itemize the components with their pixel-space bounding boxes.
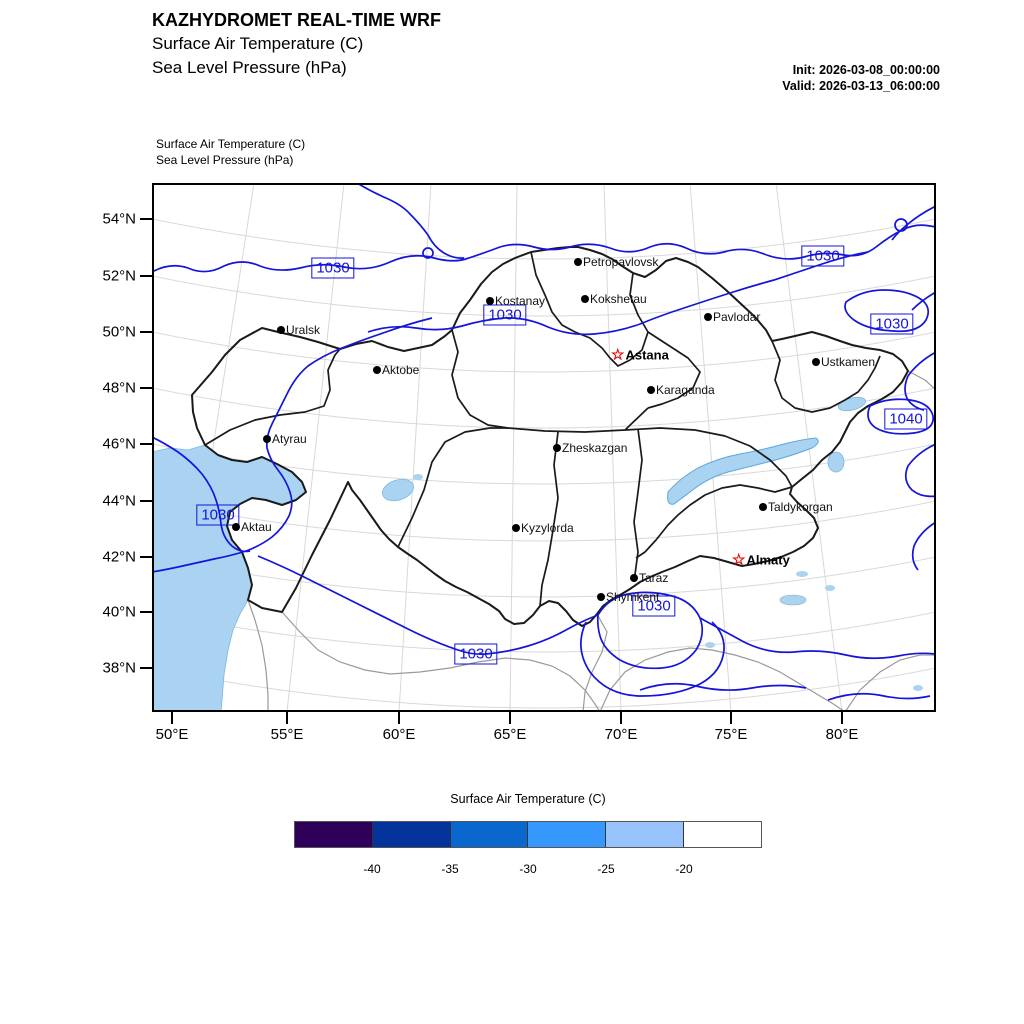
city-shymkent [597,590,659,604]
city-taldykorgan [759,500,833,514]
lat-label: 40°N [102,603,136,621]
city-marker-dot [647,386,655,394]
colorbar-cell [373,822,451,847]
lake-alakol [828,452,844,472]
city-kostanay [486,294,545,308]
city-kokshetau [581,292,647,306]
small-lake [705,642,715,648]
lon-tick [730,712,732,724]
valid-time: Valid: 2026-03-13_06:00:00 [782,79,940,93]
pressure-contour-label: 1030 [454,644,497,665]
city-marker-dot [704,313,712,321]
colorbar [294,821,762,848]
city-marker-dot [581,295,589,303]
lat-tick [140,331,152,333]
lon-label: 50°E [155,726,189,743]
colorbar-tick-label: -35 [441,862,459,876]
init-time: Init: 2026-03-08_00:00:00 [792,63,940,77]
colorbar-cell [451,822,529,847]
snow-patch [825,585,835,591]
city-pavlodar [704,310,760,324]
city-astana [611,348,669,363]
city-marker-dot [232,523,240,531]
city-label: Karaganda [656,383,715,397]
city-marker-dot [553,444,561,452]
lon-tick [509,712,511,724]
lon-tick [286,712,288,724]
product-title: KAZHYDROMET REAL-TIME WRF [152,10,441,30]
map-caption-line2: Sea Level Pressure (hPa) [156,153,294,167]
lon-label: 75°E [714,726,748,743]
colorbar-tick-label: -20 [675,862,693,876]
pressure-contour-label: 1030 [632,596,675,617]
lat-tick [140,443,152,445]
city-label: Atyrau [272,432,307,446]
star-icon: ☆ [732,551,746,568]
pressure-contour-label: 1030 [311,258,354,279]
lat-tick [140,218,152,220]
city-ustkamen [812,355,875,369]
city-marker-dot [373,366,381,374]
city-marker-dot [486,297,494,305]
city-label: Ustkamen [821,355,876,369]
pressure-contour-label: 1030 [870,314,913,335]
pressure-contour-label: 1030 [196,505,239,526]
city-marker-dot [574,258,582,266]
city-label: Shymkent [606,590,660,604]
city-marker-dot [277,326,285,334]
header-title-block [152,8,441,80]
pressure-contour-label: 1030 [483,305,526,326]
city-label: Taldykorgan [768,500,833,514]
city-label: Pavlodar [713,310,761,324]
city-label: Kostanay [495,294,546,308]
lon-tick [171,712,173,724]
pressure-contour-label: 1040 [884,409,927,430]
lon-label: 80°E [825,726,859,743]
city-label: Kyzylorda [521,521,574,535]
city-label: Zheskazgan [562,441,628,455]
city-almaty [732,553,790,568]
colorbar-tick-label: -25 [597,862,615,876]
lake-issykkul [780,595,806,605]
map-caption-line1: Surface Air Temperature (C) [156,137,306,151]
field-title-pressure: Sea Level Pressure (hPa) [152,58,347,77]
lat-label: 38°N [102,659,136,677]
city-uralsk [277,323,320,337]
lat-tick [140,275,152,277]
colorbar-cell [606,822,684,847]
city-petropavlovsk [574,255,658,269]
city-aktau [232,520,272,534]
city-label: Kokshetau [590,292,647,306]
city-label: Aktobe [382,363,420,377]
colorbar-tick-label: -30 [519,862,537,876]
lat-label: 48°N [102,379,136,397]
city-label: Taraz [639,571,669,585]
lon-tick [398,712,400,724]
city-marker-dot [597,593,605,601]
lake-balkhash [668,438,819,504]
city-label: Petropavlovsk [583,255,659,269]
city-aktobe [373,363,419,377]
city-label: Almaty [746,552,790,568]
city-karaganda [647,383,715,397]
colorbar-cell [684,822,761,847]
city-marker-dot [812,358,820,366]
lon-label: 65°E [493,726,527,743]
lat-label: 50°N [102,323,136,341]
run-times [782,62,940,94]
colorbar-cell [295,822,373,847]
field-title-temperature: Surface Air Temperature (C) [152,34,364,53]
lat-label: 46°N [102,435,136,453]
city-marker-dot [512,524,520,532]
lat-tick [140,556,152,558]
snow-patch [913,685,923,691]
graticule-meridians [172,185,842,710]
caspian-sea [154,445,306,710]
city-marker-dot [630,574,638,582]
lat-label: 42°N [102,548,136,566]
lat-label: 44°N [102,492,136,510]
colorbar-cell [528,822,606,847]
city-atyrau [263,432,307,446]
city-marker-dot [263,435,271,443]
snow-patch [796,571,808,577]
lon-tick [841,712,843,724]
lat-tick [140,500,152,502]
city-label: Astana [625,347,669,363]
lat-tick [140,667,152,669]
lon-label: 55°E [270,726,304,743]
city-marker-dot [759,503,767,511]
colorbar-title: Surface Air Temperature (C) [450,792,606,806]
lon-label: 70°E [604,726,638,743]
lat-tick [140,611,152,613]
colorbar-tick-label: -40 [363,862,381,876]
lat-tick [140,387,152,389]
lat-label: 54°N [102,210,136,228]
city-kyzylorda [512,521,574,535]
city-zheskazgan [553,441,627,455]
city-taraz [630,571,668,585]
lon-tick [620,712,622,724]
pressure-contour-label: 1030 [801,246,844,267]
star-icon: ☆ [611,346,625,363]
city-label: Uralsk [286,323,321,337]
small-lake [413,474,423,480]
city-label: Aktau [241,520,272,534]
map-caption [156,136,305,168]
lon-label: 60°E [382,726,416,743]
lat-label: 52°N [102,267,136,285]
